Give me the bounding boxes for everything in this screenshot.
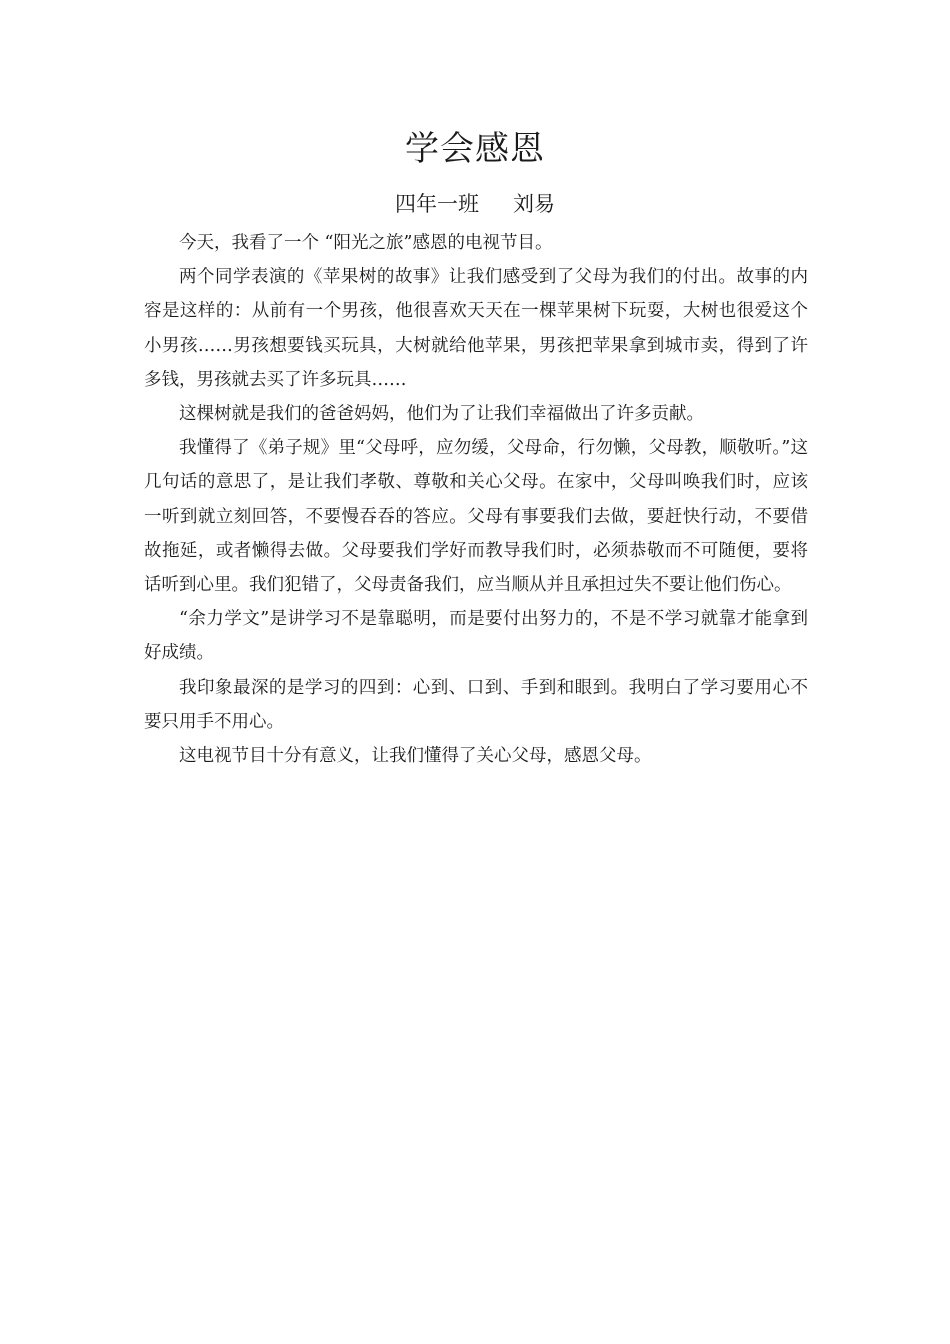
paragraph: 这电视节目十分有意义，让我们懂得了关心父母，感恩父母。 [179, 746, 652, 767]
document-title: 学会感恩 [405, 129, 545, 169]
class-name: 四年一班 [395, 192, 479, 216]
paragraph: 我印象最深的是学习的四到：心到、口到、手到和眼到。我明白了学习要用心不要只用手不用心。 [144, 677, 808, 732]
byline [0, 188, 950, 220]
paragraph: “余力学文”是讲学习不是靠聪明，而是要付出努力的，不是不学习就靠才能拿到好成绩。 [144, 609, 808, 664]
paragraph: 我懂得了《弟子规》里“父母呼，应勿缓，父母命，行勿懒，父母教，顺敬听。”这几句话的意思了，是让我们孝敬、尊敬和关心父母。在家中，父母叫唤我们时，应该一听到就立刻回答，不要慢吞吞的答应。父母有事要我们去做，要赶快行动，不要借故拖延，或者懒得去做。父母要我们学好而教导我们时，必须恭敬而不可随便，要将话听到心里。我们犯错了，父母责备我们，应当顺从并且承担过失不要让他们伤心。 [144, 438, 808, 596]
paragraph: 这棵树就是我们的爸爸妈妈，他们为了让我们幸福做出了许多贡献。 [179, 404, 704, 425]
paragraph: 两个同学表演的《苹果树的故事》让我们感受到了父母为我们的付出。故事的内容是这样的：从前有一个男孩，他很喜欢天天在一棵苹果树下玩耍，大树也很爱这个小男孩……男孩想要钱买玩具，大树就给他苹果，男孩把苹果拿到城市卖，得到了许多钱，男孩就去买了许多玩具…… [144, 267, 808, 390]
paragraph: 今天，我看了一个 “阳光之旅”感恩的电视节目。 [179, 233, 553, 253]
essay-body [144, 226, 808, 773]
author-name: 刘易 [513, 192, 555, 216]
